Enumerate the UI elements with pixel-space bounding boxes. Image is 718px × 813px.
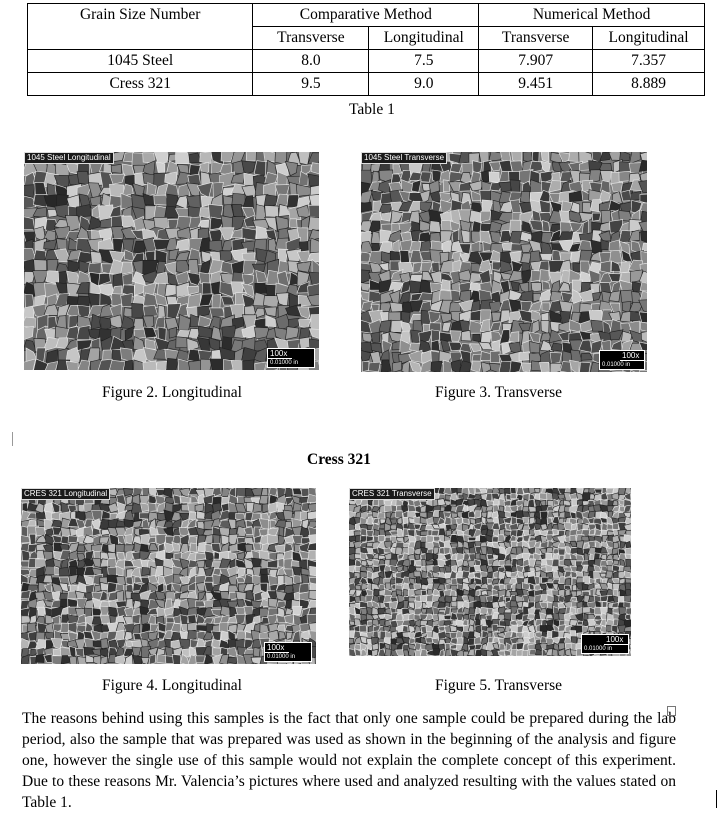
table-row	[28, 50, 705, 73]
magnification-label: 100x	[268, 349, 292, 359]
micrograph-cres321-longitudinal	[21, 488, 316, 664]
header-comparative-method: Comparative Method	[253, 4, 479, 27]
subheader-cell: Transverse	[253, 27, 369, 50]
table-cell: 7.907	[479, 50, 593, 73]
scale-bar	[264, 642, 312, 662]
micrograph-label: CRES 321 Longitudinal	[21, 488, 110, 500]
micrograph-label: CRES 321 Transverse	[349, 488, 435, 500]
scale-bar	[599, 350, 645, 370]
scale-bar	[267, 348, 315, 368]
magnification-label: 100x	[620, 351, 644, 361]
header-numerical-method: Numerical Method	[479, 4, 705, 27]
micrograph-texture	[349, 488, 631, 656]
table-cell: 9.0	[369, 73, 479, 96]
subheader-cell: Transverse	[479, 27, 593, 50]
magnification-label: 100x	[265, 643, 289, 653]
table-cell: 9.451	[479, 73, 593, 96]
magnification-label: 100x	[604, 635, 628, 645]
micrograph-label: 1045 Steel Transverse	[361, 152, 447, 164]
table-caption: Table 1	[349, 101, 395, 118]
micrograph-texture	[24, 152, 319, 370]
scale-bar	[581, 634, 629, 654]
figure-4-caption: Figure 4. Longitudinal	[102, 677, 242, 694]
table-header-row	[28, 4, 705, 27]
table-cell: 7.5	[369, 50, 479, 73]
row-label: Cress 321	[28, 73, 253, 96]
table-row	[28, 73, 705, 96]
scale-length-label: 0.01000 in	[267, 654, 296, 660]
header-grain-size-number: Grain Size Number	[28, 4, 253, 50]
micrograph-cres321-transverse	[349, 488, 631, 656]
scale-length-label: 0.01000 in	[584, 646, 613, 652]
micrograph-texture	[21, 488, 316, 664]
anchor-mark	[667, 706, 676, 716]
table-cell: 9.5	[253, 73, 369, 96]
figure-5-caption: Figure 5. Transverse	[435, 677, 563, 694]
scale-length-label: 0.01000 in	[270, 360, 299, 366]
micrograph-texture	[361, 152, 647, 372]
micrograph-1045-transverse	[361, 152, 647, 372]
page-edge-mark	[716, 790, 717, 808]
margin-mark	[12, 432, 13, 446]
subheader-cell: Longitudinal	[593, 27, 705, 50]
table-cell: 7.357	[593, 50, 705, 73]
micrograph-1045-longitudinal	[24, 152, 319, 370]
figure-2-caption: Figure 2. Longitudinal	[102, 384, 242, 401]
row-label: 1045 Steel	[28, 50, 253, 73]
section-heading: Cress 321	[307, 451, 371, 468]
figure-3-caption: Figure 3. Transverse	[435, 384, 563, 401]
table-cell: 8.0	[253, 50, 369, 73]
micrograph-label: 1045 Steel Longitudinal	[24, 152, 114, 164]
grain-size-table	[27, 3, 705, 96]
body-paragraph: The reasons behind using this samples is the fact that only one sample could be prepared during the lab period, also the sample that was prepared was used as shown in the beginning of the analysis and figure one, however the single use of this sample would not explain the complete concept of this experiment. Due to these reasons Mr. Valencia’s pictures where used and analyzed resulting with the values stated on Table 1.	[22, 710, 676, 811]
scale-length-label: 0.01000 in	[602, 362, 631, 368]
table-cell: 8.889	[593, 73, 705, 96]
subheader-cell: Longitudinal	[369, 27, 479, 50]
